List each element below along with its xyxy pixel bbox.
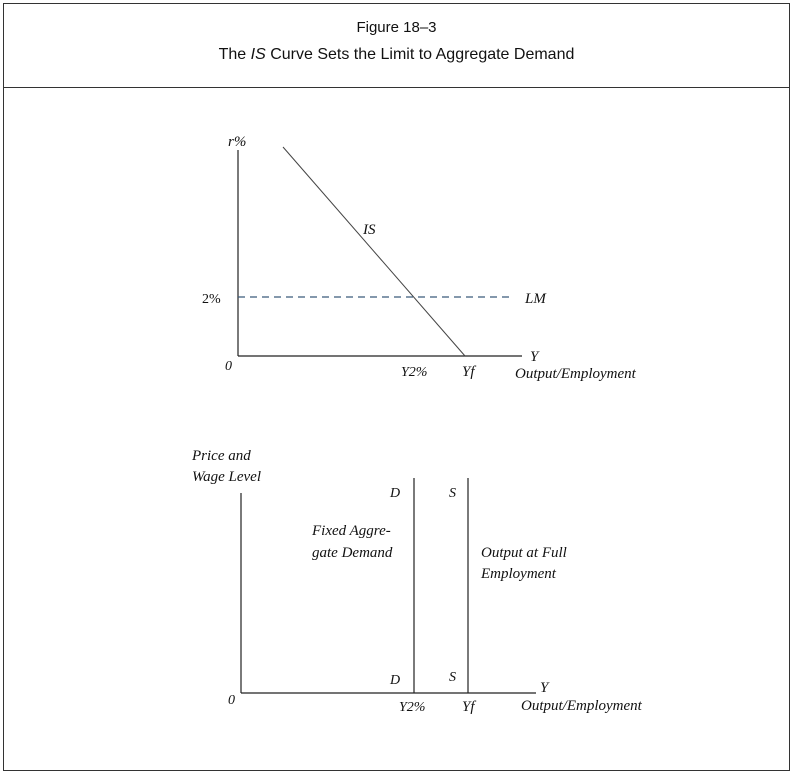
- bottom-y2-label: Y2%: [399, 700, 426, 715]
- is-curve: [283, 147, 465, 356]
- demand-desc-1: Fixed Aggre-: [312, 523, 391, 539]
- r-axis-label: r%: [228, 134, 247, 150]
- figure-number: Figure 18–3: [356, 19, 437, 36]
- top-yf-label: Yf: [462, 364, 475, 380]
- demand-bottom-label: D: [390, 673, 401, 688]
- bottom-origin-label: 0: [228, 693, 235, 708]
- bottom-chart: [191, 448, 643, 715]
- demand-desc-2: gate Demand: [312, 545, 393, 561]
- top-chart: [202, 134, 637, 382]
- bottom-x-axis-label: Output/Employment: [521, 698, 642, 714]
- top-x-axis-label: Output/Employment: [515, 366, 636, 382]
- lm-label: LM: [525, 291, 546, 307]
- top-origin-label: 0: [225, 359, 232, 374]
- bottom-yf-label: Yf: [462, 699, 475, 715]
- rate-tick-label: 2%: [202, 292, 221, 307]
- supply-desc-2: Employment: [481, 566, 556, 582]
- supply-desc-1: Output at Full: [481, 545, 567, 561]
- is-label: IS: [363, 222, 376, 238]
- top-y2-label: Y2%: [401, 365, 428, 380]
- bottom-y-letter: Y: [540, 680, 549, 696]
- price-axis-label-1: Price and: [192, 448, 251, 464]
- supply-bottom-label: S: [449, 670, 456, 685]
- title-prefix: The: [218, 46, 251, 63]
- price-axis-label-2: Wage Level: [192, 469, 262, 485]
- title-italic: IS: [250, 46, 266, 63]
- demand-top-label: D: [390, 486, 401, 501]
- top-y-letter: Y: [530, 349, 539, 365]
- title-suffix: Curve Sets the Limit to Aggregate Demand: [265, 46, 575, 63]
- supply-top-label: S: [449, 486, 456, 501]
